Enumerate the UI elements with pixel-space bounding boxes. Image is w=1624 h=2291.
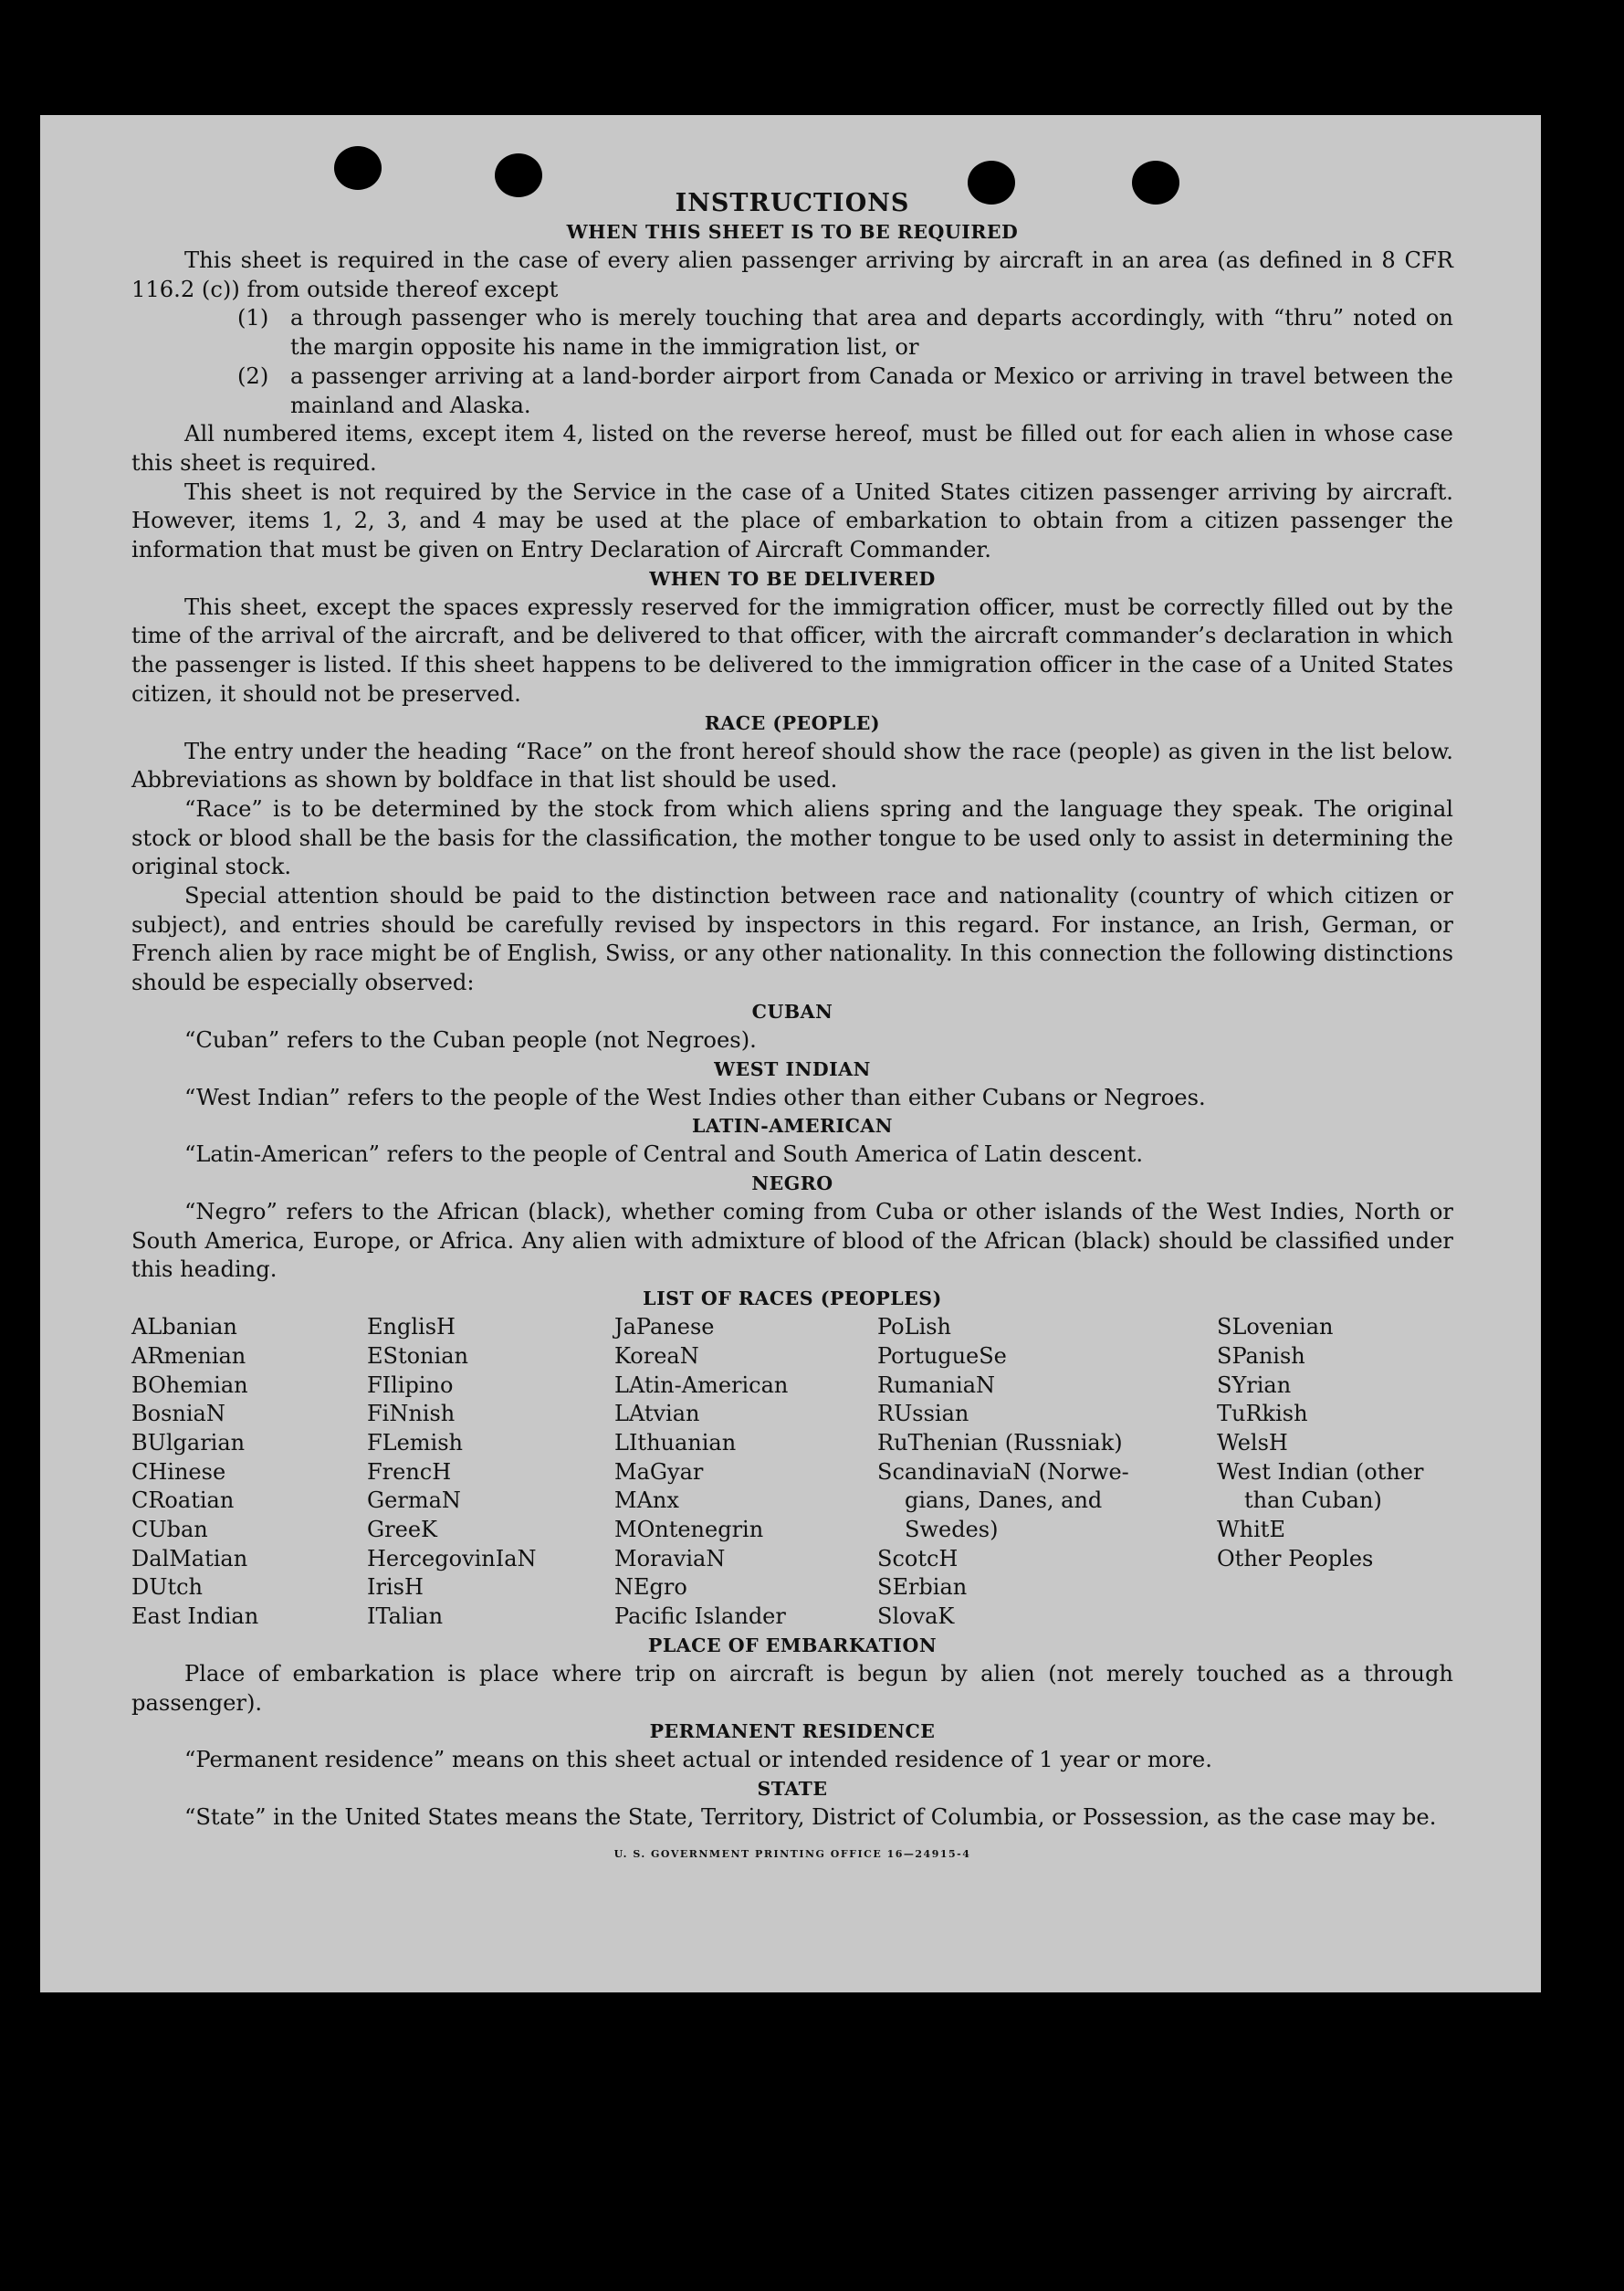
paragraph: “Race” is to be determined by the stock from which aliens spring and the language they speak. The original stock or blood shall be the basis for the classification, the mother tongue to be used only to assist in determining the original stock. xyxy=(131,795,1453,880)
paragraph: This sheet, except the spaces expressly reserved for the immigration officer, must be correctly filled out by the time of the arrival of the aircraft, and be delivered to that officer, with the aircraft commander’s declaration in which the passenger is listed. If this sheet happens to be delivered to the immigration officer in the case of a United States citizen, it should not be preserved. xyxy=(131,594,1453,707)
race-item: MoraviaN xyxy=(614,1545,726,1571)
race-item: TuRkish xyxy=(1217,1401,1308,1427)
race-item: RumaniaN xyxy=(877,1371,996,1398)
races-column xyxy=(367,1313,614,1632)
race-item: than Cuban) xyxy=(1244,1487,1382,1514)
races-column xyxy=(877,1313,1217,1632)
paragraph: The entry under the heading “Race” on the front hereof should show the race (people) as given in the list below. Abbreviations as shown by boldface in that list should be used. xyxy=(131,738,1453,793)
race-item: ScandinaviaN (Norwe- xyxy=(877,1458,1129,1485)
paragraph: Place of embarkation is place where trip on aircraft is begun by alien (not merely touched as a through passenger). xyxy=(131,1660,1453,1716)
race-item: FIlipino xyxy=(367,1371,454,1398)
instructions-content xyxy=(131,188,1453,1868)
race-item: East Indian xyxy=(131,1603,259,1630)
race-item: Pacific Islander xyxy=(614,1603,786,1630)
section-heading: WHEN THIS SHEET IS TO BE REQUIRED xyxy=(566,221,1019,243)
race-item: KoreaN xyxy=(614,1342,699,1369)
race-item: BOhemian xyxy=(131,1371,248,1398)
race-item: PoLish xyxy=(877,1314,952,1340)
race-item: EStonian xyxy=(367,1342,468,1369)
race-item: ITalian xyxy=(367,1603,444,1630)
race-item: ScotcH xyxy=(877,1545,959,1571)
race-item: FLemish xyxy=(367,1429,463,1456)
race-item: JaPanese xyxy=(614,1314,715,1340)
race-item: ALbanian xyxy=(131,1314,237,1340)
race-item: GermaN xyxy=(367,1487,461,1514)
section-heading: LIST OF RACES (PEOPLES) xyxy=(643,1287,942,1310)
section-heading: PERMANENT RESIDENCE xyxy=(649,1720,936,1743)
race-item: Other Peoples xyxy=(1217,1545,1374,1571)
paragraph: “State” in the United States means the State, Territory, District of Columbia, or Possession, as the case may be. xyxy=(184,1803,1437,1830)
race-item: EnglisH xyxy=(367,1314,456,1340)
race-item: SErbian xyxy=(877,1574,968,1601)
paragraph: “Latin-American” refers to the people of Central and South America of Latin descent. xyxy=(184,1141,1144,1168)
paragraph: Special attention should be paid to the distinction between race and nationality (country of which citizen or subject), and entries should be carefully revised by inspectors in this regard. For instance, an Irish, German, or French alien by race might be of English, Swiss, or any other nationality. In this connection the following distinctions should be especially observed: xyxy=(131,883,1453,996)
races-list xyxy=(131,1313,1453,1632)
race-item: RUssian xyxy=(877,1401,969,1427)
section-heading: CUBAN xyxy=(751,1000,833,1023)
race-item: LIthuanian xyxy=(614,1429,737,1456)
race-item: CRoatian xyxy=(131,1487,235,1514)
printer-imprint: U. S. GOVERNMENT PRINTING OFFICE 16—24915-4 xyxy=(613,1847,971,1860)
race-item: NEgro xyxy=(614,1574,687,1601)
race-item: LAtvian xyxy=(614,1401,700,1427)
race-item: BosniaN xyxy=(131,1401,225,1427)
race-item: WhitE xyxy=(1217,1517,1285,1543)
section-heading: LATIN-AMERICAN xyxy=(691,1115,894,1138)
race-item: GreeK xyxy=(367,1517,437,1543)
section-heading: STATE xyxy=(757,1777,828,1800)
item-text: a passenger arriving at a land-border airport from Canada or Mexico or arriving in travel between the mainland and Alaska. xyxy=(290,363,1453,418)
item-text: a through passenger who is merely touching that area and departs accordingly, with “thru” noted on the margin opposite his name in the immigration list, or xyxy=(290,305,1453,361)
race-item: FrencH xyxy=(367,1458,452,1485)
section-heading: NEGRO xyxy=(751,1172,833,1194)
section-heading: WEST INDIAN xyxy=(714,1057,871,1080)
race-item: West Indian (other xyxy=(1217,1458,1424,1485)
race-item: MAnx xyxy=(614,1487,679,1514)
item-number: (1) xyxy=(237,305,269,331)
paragraph: This sheet is required in the case of every alien passenger arriving by aircraft in an area (as defined in 8 CFR 116.2 (c)) from outside thereof except xyxy=(131,247,1453,302)
paragraph: This sheet is not required by the Service in the case of a United States citizen passenger arriving by aircraft. However, items 1, 2, 3, and 4 may be used at the place of embarkation to obtain from a citizen passenger the information that must be given on Entry Declaration of Aircraft Commander. xyxy=(131,478,1453,563)
race-item: WelsH xyxy=(1217,1429,1288,1456)
section-heading: RACE (PEOPLE) xyxy=(704,711,881,734)
race-item: DalMatian xyxy=(131,1545,248,1571)
race-item: CUban xyxy=(131,1517,208,1543)
race-item: DUtch xyxy=(131,1574,204,1601)
section-heading: PLACE OF EMBARKATION xyxy=(647,1634,938,1656)
races-column xyxy=(614,1313,877,1632)
race-item: CHinese xyxy=(131,1458,226,1485)
race-item: SLovenian xyxy=(1217,1314,1334,1340)
race-item: SPanish xyxy=(1217,1342,1305,1369)
race-item: IrisH xyxy=(367,1574,424,1601)
section-heading: WHEN TO BE DELIVERED xyxy=(649,567,936,590)
races-column xyxy=(1217,1313,1453,1632)
race-item: ARmenian xyxy=(131,1342,246,1369)
page-title: INSTRUCTIONS xyxy=(675,189,910,217)
race-item: MaGyar xyxy=(614,1458,704,1485)
paragraph: All numbered items, except item 4, listed on the reverse hereof, must be filled out for each alien in whose case this sheet is required. xyxy=(131,421,1453,476)
race-item: HercegovinIaN xyxy=(367,1545,537,1571)
paragraph: “Negro” refers to the African (black), whether coming from Cuba or other islands of the West Indies, North or South America, Europe, or Africa. Any alien with admixture of blood of the African (black) should be classified under this heading. xyxy=(131,1198,1453,1283)
race-item: gians, Danes, and xyxy=(905,1487,1103,1514)
punch-hole xyxy=(334,146,382,190)
race-item: LAtin-American xyxy=(614,1371,789,1398)
race-item: Swedes) xyxy=(905,1517,999,1543)
race-item: SlovaK xyxy=(877,1603,955,1630)
paragraph: “Permanent residence” means on this sheet actual or intended residence of 1 year or more. xyxy=(184,1747,1212,1773)
race-item: PortugueSe xyxy=(877,1342,1007,1369)
document-sheet xyxy=(40,115,1541,1992)
race-item: MOntenegrin xyxy=(614,1517,764,1543)
paragraph: “West Indian” refers to the people of the West Indies other than either Cubans or Negroes. xyxy=(184,1084,1206,1110)
item-number: (2) xyxy=(237,363,269,389)
race-item: BUlgarian xyxy=(131,1429,246,1456)
list-item xyxy=(237,304,1453,362)
paragraph: “Cuban” refers to the Cuban people (not Negroes). xyxy=(184,1026,757,1053)
race-item: FiNnish xyxy=(367,1401,456,1427)
race-item: SYrian xyxy=(1217,1371,1292,1398)
list-item xyxy=(237,363,1453,420)
race-item: RuThenian (Russniak) xyxy=(877,1429,1123,1456)
races-column xyxy=(131,1313,367,1632)
